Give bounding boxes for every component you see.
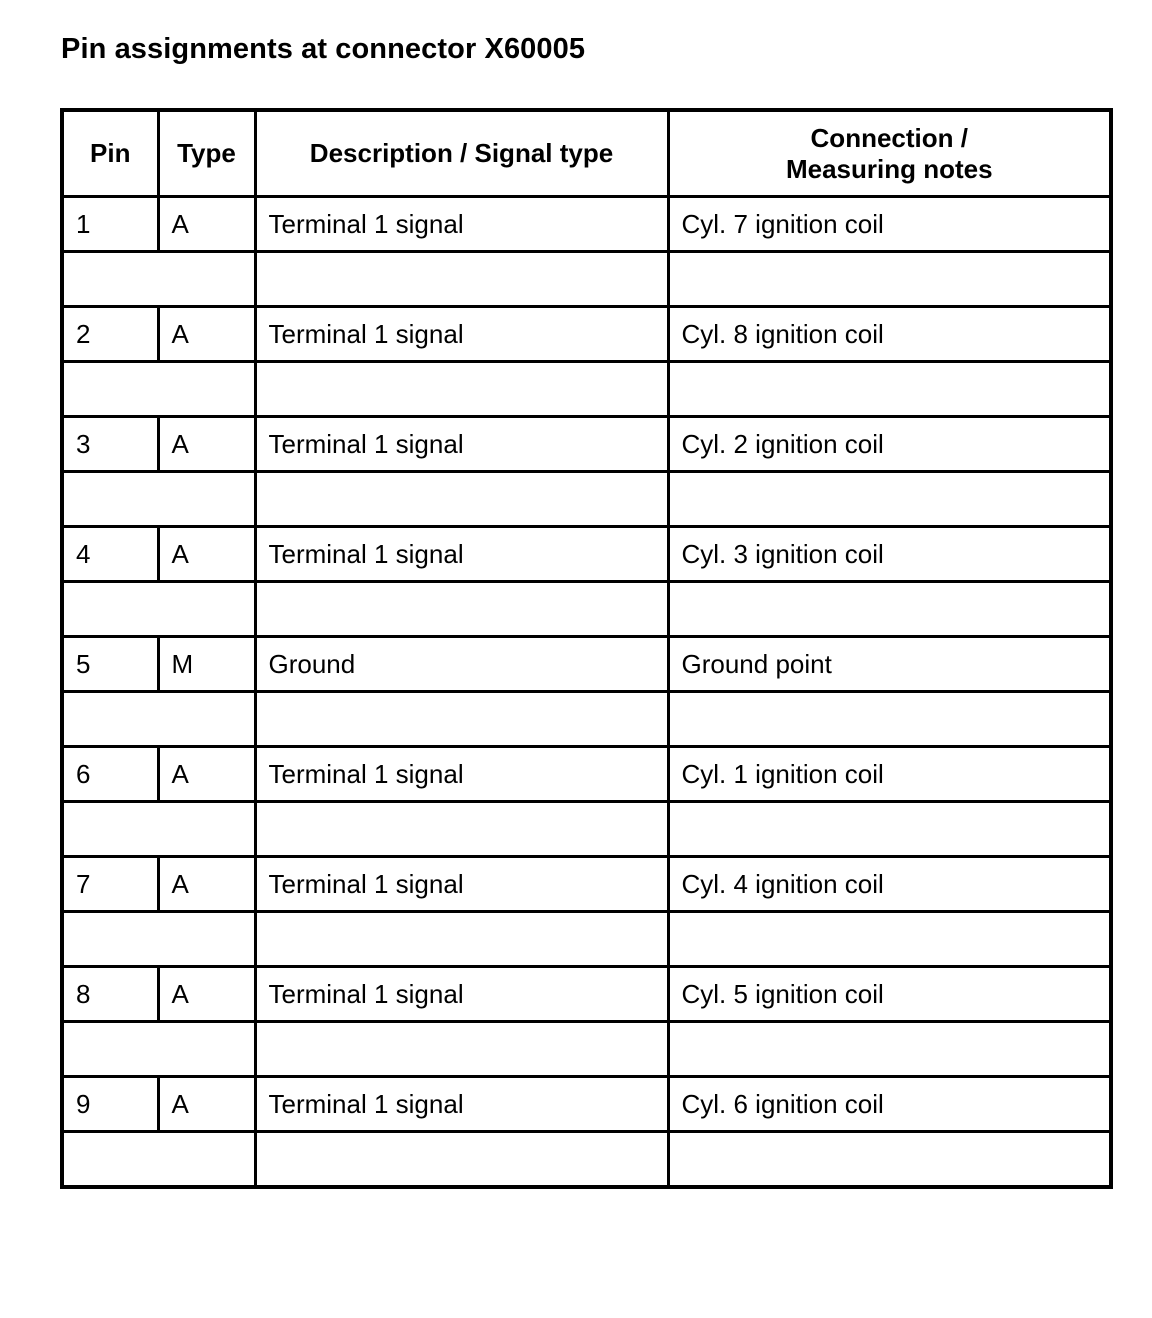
table-row [62, 307, 1111, 362]
spacer-cell [668, 362, 1111, 417]
type-cell: A [158, 197, 255, 252]
description-cell: Ground [255, 637, 668, 692]
table-row [62, 747, 1111, 802]
table-row [62, 967, 1111, 1022]
description-cell: Terminal 1 signal [255, 857, 668, 912]
table-spacer-row [62, 1132, 1111, 1188]
spacer-cell [62, 1132, 255, 1188]
spacer-cell [668, 1132, 1111, 1188]
spacer-cell [668, 912, 1111, 967]
spacer-cell [255, 1132, 668, 1188]
column-header-type: Type [158, 110, 255, 197]
connection-cell: Cyl. 7 ignition coil [668, 197, 1111, 252]
spacer-cell [668, 1022, 1111, 1077]
connection-cell: Cyl. 2 ignition coil [668, 417, 1111, 472]
description-cell: Terminal 1 signal [255, 417, 668, 472]
pin-cell: 3 [62, 417, 158, 472]
connection-cell: Cyl. 1 ignition coil [668, 747, 1111, 802]
spacer-cell [255, 692, 668, 747]
table-spacer-row [62, 912, 1111, 967]
page-title: Pin assignments at connector X60005 [61, 33, 586, 65]
connection-cell: Cyl. 4 ignition coil [668, 857, 1111, 912]
table-row [62, 857, 1111, 912]
pin-cell: 9 [62, 1077, 158, 1132]
description-cell: Terminal 1 signal [255, 307, 668, 362]
table-header-row [62, 110, 1111, 197]
column-header-connection-line2: Measuring notes [785, 153, 993, 184]
type-cell: A [158, 857, 255, 912]
spacer-cell [668, 252, 1111, 307]
pin-cell: 5 [62, 637, 158, 692]
table-spacer-row [62, 362, 1111, 417]
spacer-cell [668, 582, 1111, 637]
spacer-cell [668, 692, 1111, 747]
spacer-cell [62, 582, 255, 637]
table-row [62, 417, 1111, 472]
spacer-cell [255, 802, 668, 857]
table-spacer-row [62, 802, 1111, 857]
table-spacer-row [62, 1022, 1111, 1077]
table-row [62, 197, 1111, 252]
type-cell: A [158, 527, 255, 582]
pin-cell: 2 [62, 307, 158, 362]
spacer-cell [668, 472, 1111, 527]
table-body [62, 197, 1111, 1188]
type-cell: A [158, 307, 255, 362]
table-row [62, 527, 1111, 582]
spacer-cell [62, 362, 255, 417]
type-cell: A [158, 967, 255, 1022]
type-cell: A [158, 417, 255, 472]
spacer-cell [255, 1022, 668, 1077]
table-spacer-row [62, 582, 1111, 637]
pin-cell: 7 [62, 857, 158, 912]
type-cell: A [158, 1077, 255, 1132]
table-spacer-row [62, 692, 1111, 747]
pin-cell: 8 [62, 967, 158, 1022]
pin-cell: 4 [62, 527, 158, 582]
spacer-cell [255, 362, 668, 417]
column-header-connection-line1: Connection / [810, 122, 968, 153]
connection-cell: Cyl. 8 ignition coil [668, 307, 1111, 362]
spacer-cell [255, 252, 668, 307]
description-cell: Terminal 1 signal [255, 197, 668, 252]
pin-cell: 1 [62, 197, 158, 252]
table-row [62, 637, 1111, 692]
spacer-cell [62, 252, 255, 307]
type-cell: A [158, 747, 255, 802]
spacer-cell [668, 802, 1111, 857]
table-spacer-row [62, 472, 1111, 527]
spacer-cell [62, 912, 255, 967]
column-header-connection [668, 110, 1111, 197]
connection-cell: Ground point [668, 637, 1111, 692]
spacer-cell [62, 1022, 255, 1077]
description-cell: Terminal 1 signal [255, 527, 668, 582]
column-header-pin: Pin [62, 110, 158, 197]
description-cell: Terminal 1 signal [255, 1077, 668, 1132]
spacer-cell [255, 472, 668, 527]
description-cell: Terminal 1 signal [255, 747, 668, 802]
spacer-cell [62, 692, 255, 747]
table-spacer-row [62, 252, 1111, 307]
connection-cell: Cyl. 6 ignition coil [668, 1077, 1111, 1132]
pin-assignment-table [60, 108, 1113, 1189]
table-row [62, 1077, 1111, 1132]
spacer-cell [255, 912, 668, 967]
connection-cell: Cyl. 3 ignition coil [668, 527, 1111, 582]
type-cell: M [158, 637, 255, 692]
spacer-cell [255, 582, 668, 637]
spacer-cell [62, 802, 255, 857]
description-cell: Terminal 1 signal [255, 967, 668, 1022]
pin-cell: 6 [62, 747, 158, 802]
connection-cell: Cyl. 5 ignition coil [668, 967, 1111, 1022]
column-header-description: Description / Signal type [255, 110, 668, 197]
spacer-cell [62, 472, 255, 527]
